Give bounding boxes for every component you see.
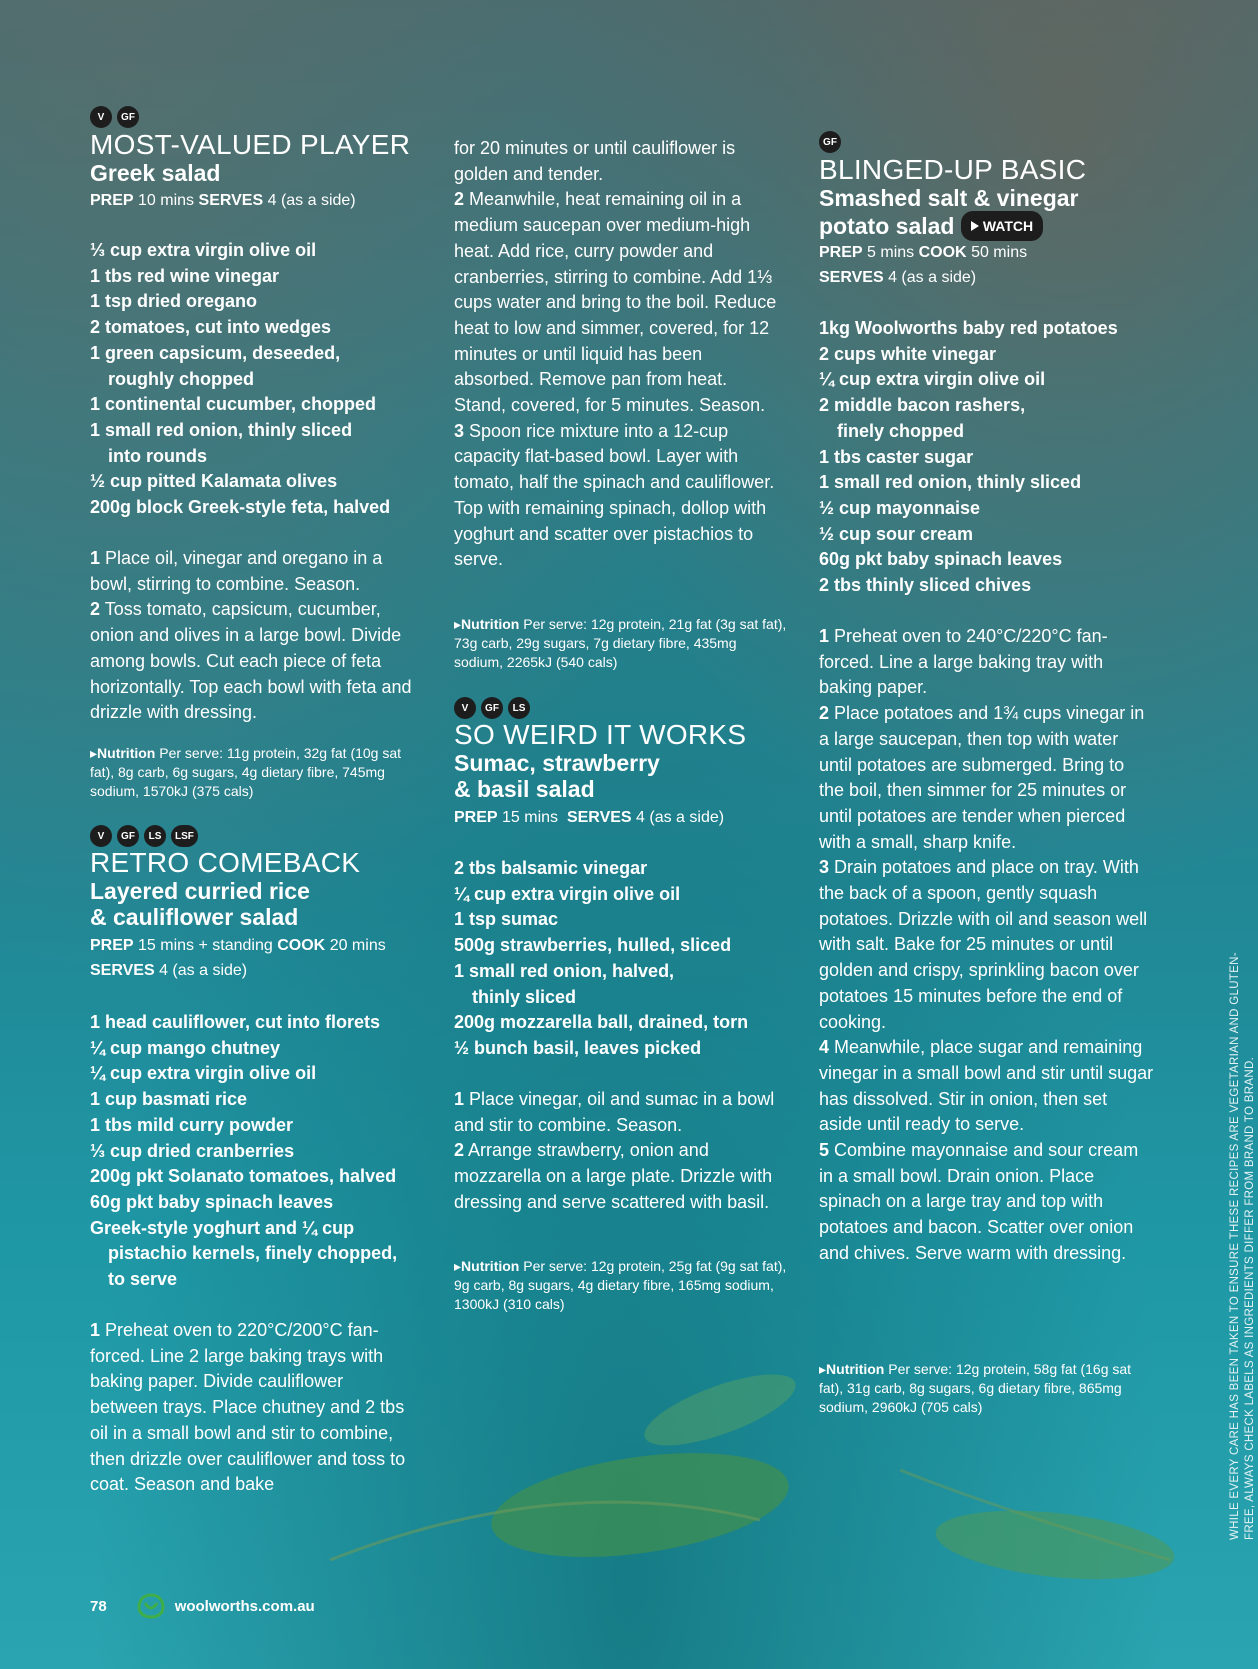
recipe-meta	[90, 188, 356, 213]
serves-value: 4 (as a side)	[636, 809, 725, 826]
prep-label: PREP	[90, 937, 134, 954]
prep-label: PREP	[819, 244, 863, 261]
ingredient: 500g strawberries, hulled, sliced	[454, 935, 732, 956]
triangle-pointer-icon: ▸	[454, 1258, 462, 1274]
ingredient: 1 small red onion, thinly sliced	[819, 472, 1082, 493]
prep-time: 10 mins	[138, 192, 195, 209]
step-text: Place vinegar, oil and sumac in a bowl and stir to combine. Season.	[454, 1089, 775, 1135]
serves-value: 4 (as a side)	[888, 269, 977, 286]
nutrition-info	[819, 1360, 1154, 1417]
method-step	[90, 546, 420, 597]
ingredient-list	[90, 1010, 397, 1293]
watch-video-button[interactable]	[961, 211, 1043, 241]
step-text: Preheat oven to 240°C/220°C fan-forced. Line a large baking tray with baking paper.	[819, 626, 1108, 698]
method-steps	[819, 624, 1154, 1267]
ingredient: 1 small red onion, halved,	[454, 960, 675, 981]
badge-low-sodium: LS	[508, 697, 530, 719]
method-step	[454, 419, 784, 573]
nutrition-text: Per serve: 12g protein, 21g fat (3g sat fat), 73g carb, 29g sugars, 7g dietary fibre, 435mg sodium, 2265kJ (540 cals)	[454, 616, 787, 670]
step-number: 1	[819, 626, 830, 646]
step-number: 1	[454, 1089, 465, 1109]
recipe-title	[819, 185, 1179, 241]
woolworths-logo-icon	[137, 1593, 165, 1619]
nutrition-label: Nutrition	[826, 1361, 885, 1377]
serves-label: SERVES	[90, 962, 155, 979]
recipe-title-line: Layered curried rice	[90, 878, 310, 904]
step-number: 2	[454, 1140, 465, 1161]
step-text: Combine mayonnaise and sour cream in a small bowl. Drain onion. Place spinach on a large tray and top with potatoes and bacon. Scatter over onion and chives. Serve warm with dressing.	[819, 1140, 1139, 1263]
step-number: 4	[819, 1037, 830, 1058]
serves-value: 4 (as a side)	[159, 962, 248, 979]
method-step	[819, 1035, 1154, 1138]
recipe-title-line: Sumac, strawberry	[454, 750, 660, 776]
step-text: Meanwhile, place sugar and remaining vinegar in a small bowl and stir until sugar has dissolved. Stir in onion, then set aside until ready to serve.	[819, 1037, 1154, 1135]
recipe-title	[454, 750, 660, 802]
step-text: Arrange strawberry, onion and mozzarella on a large plate. Drizzle with dressing and serve scattered with basil.	[454, 1140, 773, 1212]
ingredient: 1 tbs mild curry powder	[90, 1114, 294, 1135]
recipe-title-line: & basil salad	[454, 776, 595, 802]
ingredient: 1kg Woolworths baby red potatoes	[819, 318, 1118, 338]
ingredient: 1 cup basmati rice	[90, 1089, 248, 1110]
nutrition-info	[454, 615, 789, 672]
step-number: 2	[454, 189, 465, 210]
ingredient: 1 tbs caster sugar	[819, 446, 974, 467]
ingredient: 1 tsp dried oregano	[90, 291, 258, 312]
ingredient: ½ cup mayonnaise	[819, 497, 981, 518]
recipe-title-text: potato salad	[819, 213, 955, 239]
cook-label: COOK	[918, 244, 967, 261]
ingredient: 1 tsp sumac	[454, 909, 559, 930]
prep-label: PREP	[454, 809, 498, 826]
method-step	[90, 1318, 410, 1498]
recipe-meta	[90, 933, 435, 983]
prep-time: 15 mins	[502, 809, 559, 826]
badge-low-sodium: LS	[144, 825, 166, 847]
dietary-badges	[454, 697, 530, 719]
ingredient: 1 head cauliflower, cut into florets	[90, 1012, 381, 1032]
recipe-kicker: SO WEIRD IT WORKS	[454, 719, 747, 750]
ingredient: 200g block Greek-style feta, halved	[90, 497, 391, 518]
ingredient: ⅓ cup extra virgin olive oil	[90, 240, 317, 260]
badge-gluten-free: GF	[117, 106, 139, 128]
method-step	[90, 597, 420, 726]
ingredient: 2 tbs thinly sliced chives	[819, 575, 1032, 596]
ingredient: 2 middle bacon rashers,	[819, 395, 1026, 416]
ingredient: 1 small red onion, thinly sliced	[90, 419, 353, 440]
triangle-pointer-icon: ▸	[90, 745, 98, 761]
serves-label: SERVES	[566, 809, 632, 826]
ingredient: roughly chopped	[108, 368, 254, 389]
badge-low-sat-fat: LSF	[171, 825, 198, 847]
recipe-meta	[454, 805, 724, 830]
nutrition-text: Per serve: 12g protein, 58g fat (16g sat fat), 31g carb, 8g sugars, 6g dietary fibre, 865mg sodium, 2960kJ (705 cals)	[819, 1361, 1132, 1415]
step-text: Drain potatoes and place on tray. With the back of a spoon, gently squash potatoes. Drizzle with oil and season well with salt. Bake for 25 minutes or until golden and crispy, sprinkling bacon over potatoes 15 minutes before the end of cooking.	[819, 857, 1148, 1032]
prep-time: 15 mins + standing	[138, 937, 273, 954]
recipe-title-line: & cauliflower salad	[90, 904, 299, 930]
ingredient: Greek-style yoghurt and ¼ cup	[90, 1217, 355, 1238]
method-step	[454, 187, 784, 418]
nutrition-text: Per serve: 12g protein, 25g fat (9g sat fat), 9g carb, 8g sugars, 4g dietary fibre, 165mg sodium, 1300kJ (310 cals)	[454, 1258, 787, 1312]
dietary-badges	[90, 106, 139, 128]
badge-vegetarian: V	[90, 825, 112, 847]
ingredient: ½ bunch basil, leaves picked	[454, 1037, 702, 1058]
method-step	[819, 1138, 1154, 1267]
recipe-title-line: Smashed salt & vinegar	[819, 185, 1079, 211]
nutrition-info	[454, 1257, 789, 1314]
step-text: Meanwhile, heat remaining oil in a medium saucepan over medium-high heat. Add rice, curry powder and cranberries, stirring to combine. Add 1⅓ cups water and bring to the boil. Reduce heat to low and simmer, covered, for 12 minutes or until liquid has been absorbed. Remove pan from heat. Stand, covered, for 5 minutes. Season.	[454, 189, 777, 416]
dietary-badges	[90, 825, 198, 847]
step-number: 1	[90, 548, 101, 568]
ingredient: ½ cup pitted Kalamata olives	[90, 471, 338, 492]
recipe-kicker: MOST-VALUED PLAYER	[90, 129, 411, 160]
ingredient: 60g pkt baby spinach leaves	[819, 549, 1063, 570]
ingredient: 1 tbs red wine vinegar	[90, 265, 280, 286]
recipe-title	[90, 878, 310, 930]
ingredient: 2 tbs balsamic vinegar	[454, 858, 648, 878]
page-footer	[90, 1593, 315, 1619]
cook-time: 20 mins	[329, 937, 386, 954]
ingredient: 200g mozzarella ball, drained, torn	[454, 1012, 749, 1033]
step-number: 2	[90, 599, 101, 620]
ingredient: 1 continental cucumber, chopped	[90, 394, 377, 415]
method-step	[454, 1138, 784, 1215]
ingredient: ¼ cup extra virgin olive oil	[819, 369, 1046, 390]
ingredient: ¼ cup extra virgin olive oil	[90, 1063, 317, 1084]
step-number: 3	[454, 420, 465, 441]
method-steps	[90, 1318, 410, 1498]
ingredient-list	[454, 856, 748, 1062]
play-icon	[971, 221, 979, 231]
step-text: Preheat oven to 220°C/200°C fan-forced. Line 2 large baking trays with baking paper. Divide cauliflower between trays. Place chutney and 2 tbs oil in a small bowl and stir to combine, then drizzle over cauliflower and toss to coat. Season and bake	[90, 1320, 406, 1495]
ingredient: 1 green capsicum, deseeded,	[90, 342, 341, 363]
badge-gluten-free: GF	[117, 825, 139, 847]
badge-vegetarian: V	[90, 106, 112, 128]
method-step	[819, 855, 1154, 1035]
serves-value: 4 (as a side)	[267, 192, 356, 209]
step-text: Place oil, vinegar and oregano in a bowl, stirring to combine. Season.	[90, 548, 383, 594]
step-number: 2	[819, 703, 830, 724]
ingredient: 200g pkt Solanato tomatoes, halved	[90, 1166, 397, 1187]
watch-label: WATCH	[982, 218, 1034, 234]
dietary-badges	[819, 131, 841, 153]
nutrition-label: Nutrition	[97, 745, 156, 761]
nutrition-label: Nutrition	[461, 616, 520, 632]
triangle-pointer-icon: ▸	[819, 1361, 827, 1377]
prep-time: 5 mins	[867, 244, 915, 261]
recipe-title: Greek salad	[90, 160, 221, 186]
ingredient: 2 tomatoes, cut into wedges	[90, 317, 332, 338]
badge-gluten-free: GF	[481, 697, 503, 719]
ingredient: into rounds	[108, 445, 207, 466]
ingredient: pistachio kernels, finely chopped,	[108, 1243, 398, 1264]
prep-label: PREP	[90, 192, 134, 209]
triangle-pointer-icon: ▸	[454, 616, 462, 632]
nutrition-label: Nutrition	[461, 1258, 520, 1274]
ingredient: 2 cups white vinegar	[819, 343, 997, 364]
step-text: Toss tomato, capsicum, cucumber, onion and olives in a large bowl. Divide among bowls. Cut each piece of feta horizontally. Top each bowl with feta and drizzle with dressing.	[90, 599, 412, 723]
ingredient: thinly sliced	[472, 986, 577, 1007]
site-url: woolworths.com.au	[174, 1597, 315, 1615]
recipe-meta	[819, 240, 1027, 290]
site-link[interactable]	[137, 1593, 315, 1619]
step-text: for 20 minutes or until cauliflower is golden and tender.	[454, 138, 736, 184]
serves-label: SERVES	[198, 192, 264, 209]
serves-label: SERVES	[819, 269, 884, 286]
ingredient: ⅓ cup dried cranberries	[90, 1140, 295, 1161]
method-steps	[454, 1087, 784, 1216]
nutrition-text: Per serve: 11g protein, 32g fat (10g sat fat), 8g carb, 6g sugars, 4g dietary fibre, 745mg sodium, 1570kJ (375 cals)	[90, 745, 402, 799]
method-step	[819, 624, 1154, 701]
method-steps	[454, 136, 784, 573]
ingredient: ¼ cup extra virgin olive oil	[454, 883, 681, 904]
nutrition-info	[90, 744, 420, 801]
ingredient: to serve	[108, 1269, 178, 1290]
step-number: 3	[819, 857, 830, 878]
badge-vegetarian: V	[454, 697, 476, 719]
recipe-kicker: BLINGED-UP BASIC	[819, 154, 1087, 185]
method-step	[454, 1087, 784, 1138]
step-number: 1	[90, 1320, 101, 1340]
method-step	[454, 136, 784, 187]
ingredient: finely chopped	[837, 420, 965, 441]
step-number: 5	[819, 1140, 830, 1161]
badge-gluten-free: GF	[819, 131, 841, 153]
ingredient: ¼ cup mango chutney	[90, 1037, 281, 1058]
ingredient-list	[819, 316, 1118, 599]
recipe-title-line	[819, 211, 1179, 241]
step-text: Place potatoes and 1¾ cups vinegar in a large saucepan, then top with water until potatoes are submerged. Bring to the boil, then simmer for 25 minutes or until potatoes are tender when pierced with a small, sharp knife.	[819, 703, 1145, 852]
cook-label: COOK	[277, 937, 326, 954]
page-number: 78	[90, 1597, 107, 1615]
recipe-kicker: RETRO COMEBACK	[90, 847, 361, 878]
disclaimer-text: WHILE EVERY CARE HAS BEEN TAKEN TO ENSURE THESE RECIPES ARE VEGETARIAN AND GLUTEN-FREE, ALWAYS CHECK LABELS AS INGREDIENTS DIFFER FROM BRAND TO BRAND.	[1229, 952, 1256, 1540]
cook-time: 50 mins	[971, 244, 1028, 261]
ingredient-list	[90, 238, 390, 521]
method-steps	[90, 546, 420, 726]
ingredient: ½ cup sour cream	[819, 523, 974, 544]
method-step	[819, 701, 1154, 855]
step-text: Spoon rice mixture into a 12-cup capacity flat-based bowl. Layer with tomato, half the spinach and cauliflower. Top with remaining spinach, dollop with yoghurt and scatter over pistachios to serve.	[454, 420, 775, 570]
ingredient: 60g pkt baby spinach leaves	[90, 1191, 334, 1212]
